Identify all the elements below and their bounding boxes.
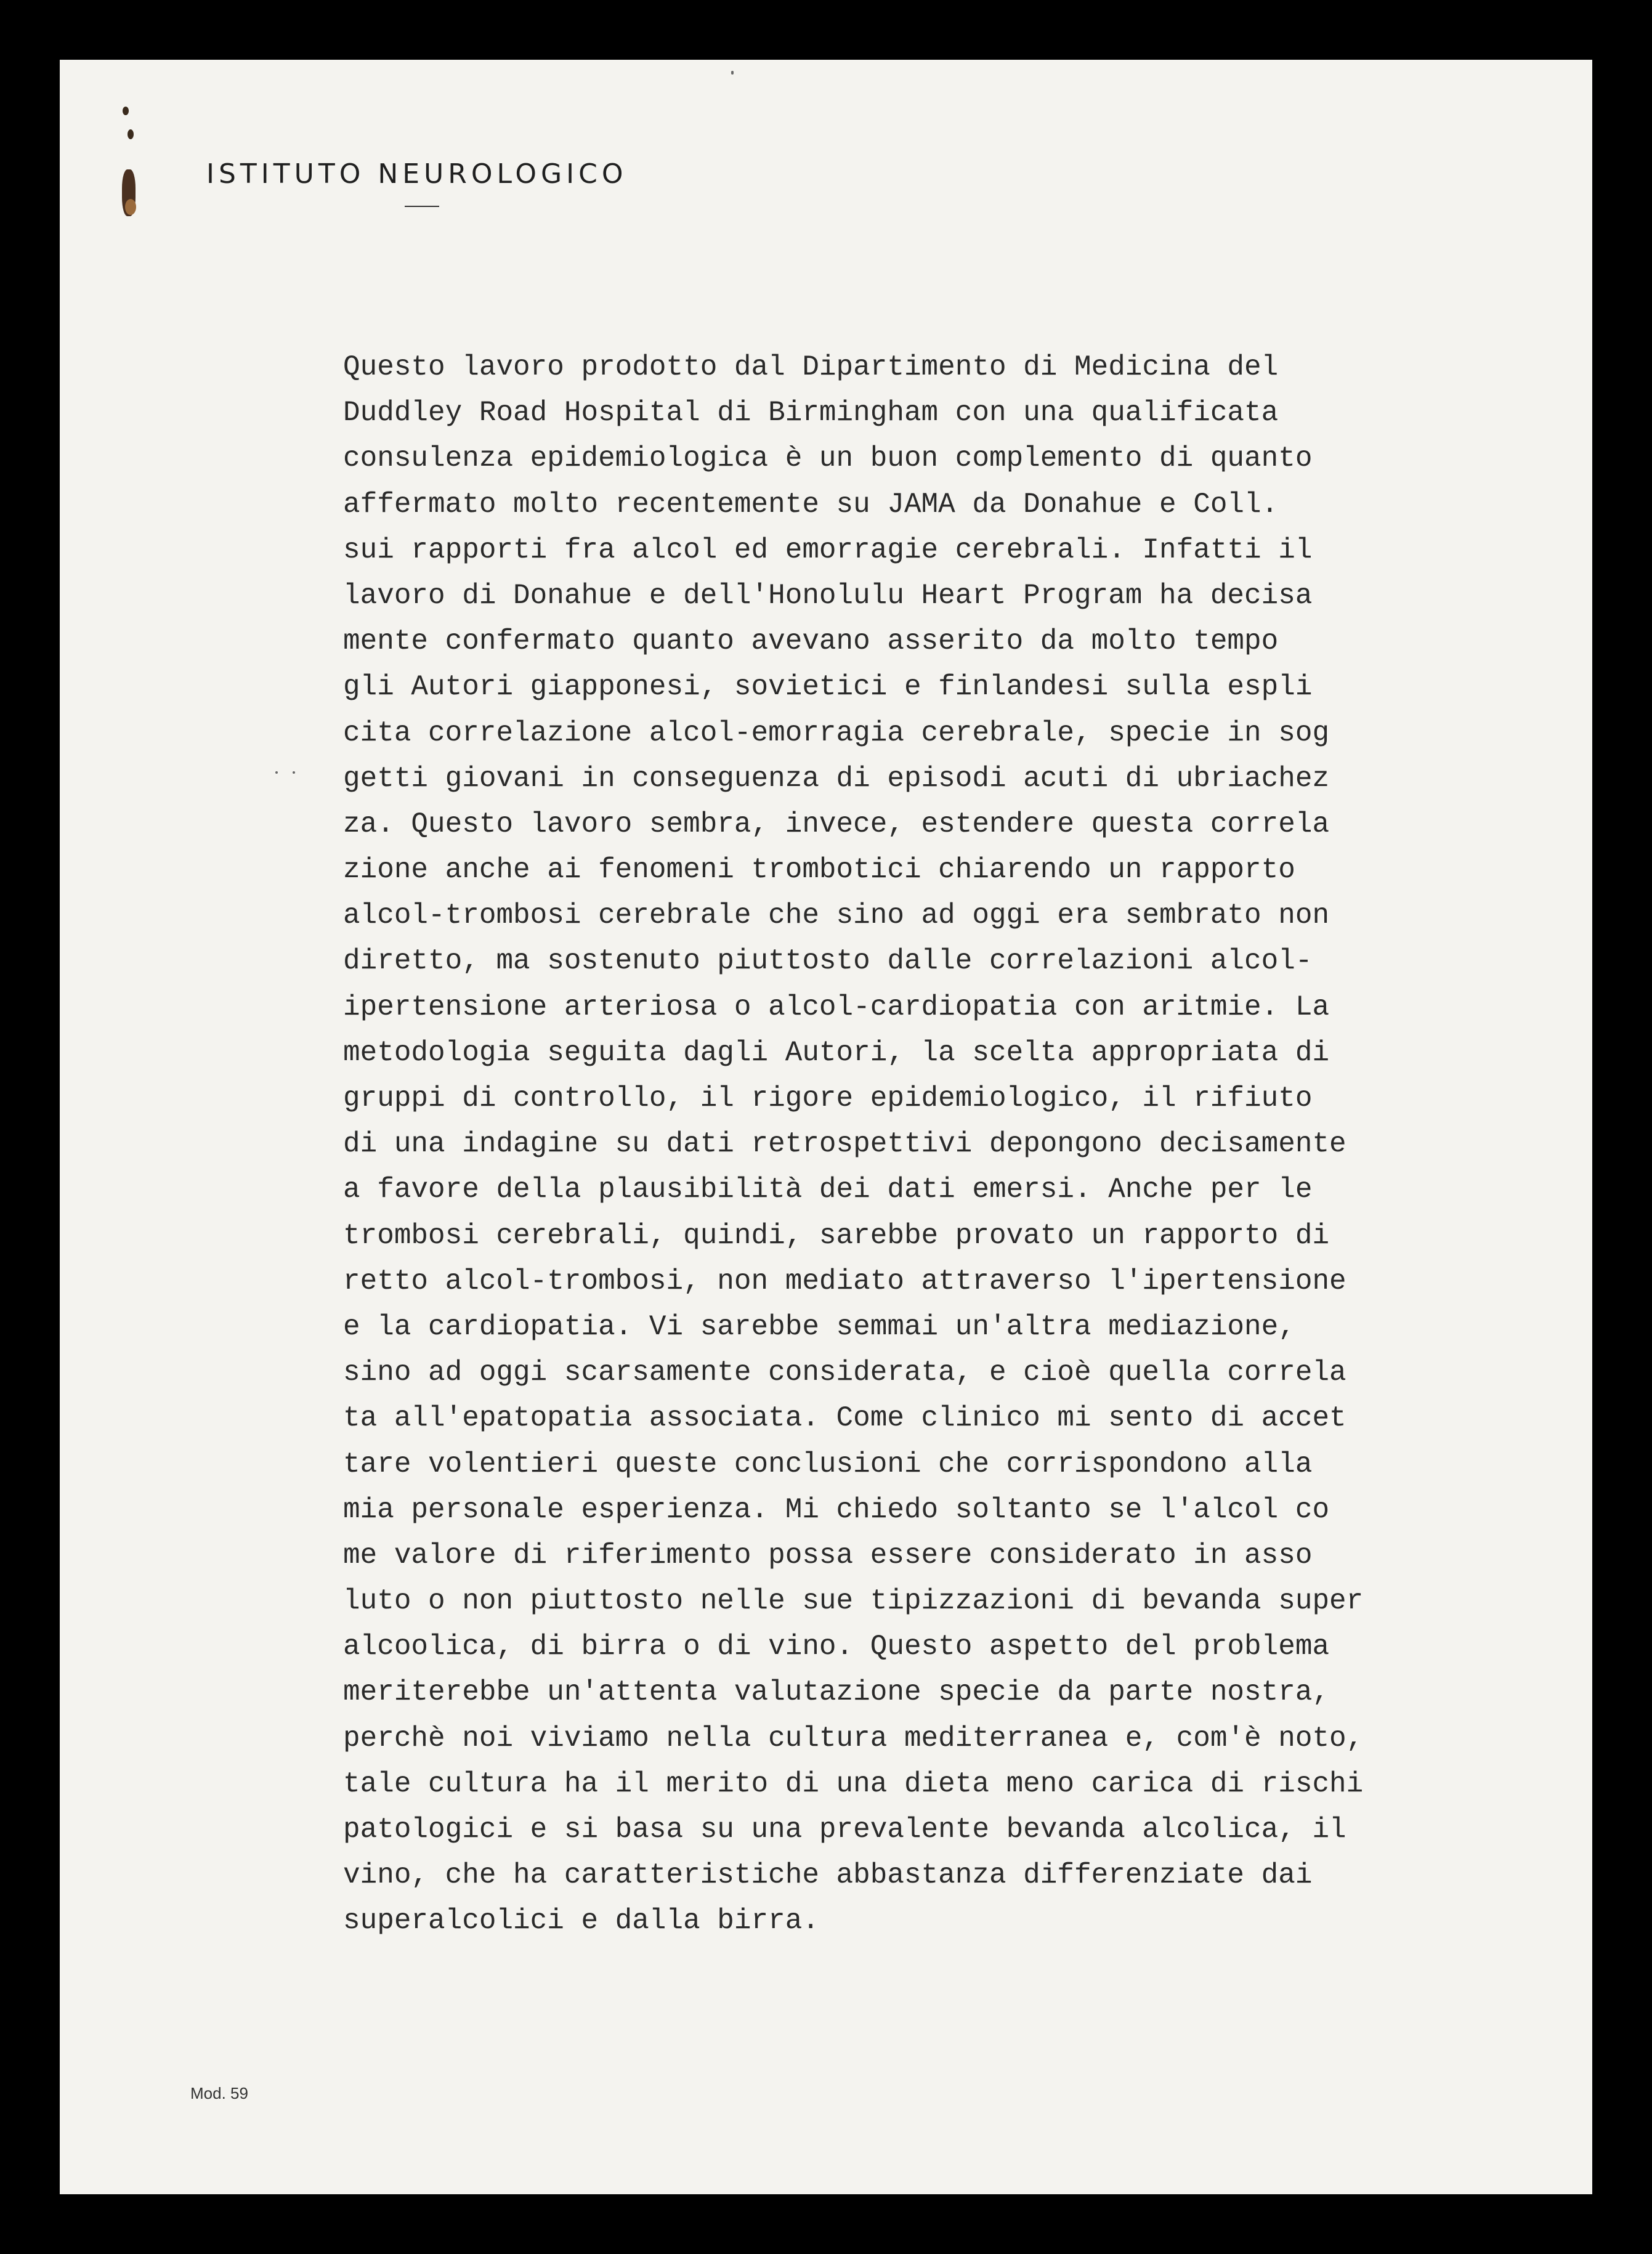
- document-page: [60, 60, 1592, 2194]
- body-line: lavoro di Donahue e dell'Honolulu Heart Program ha decisa: [343, 579, 1313, 612]
- body-line: diretto, ma sostenuto piuttosto dalle correlazioni alcol-: [343, 945, 1313, 978]
- body-line: a favore della plausibilità dei dati emersi. Anche per le: [343, 1174, 1313, 1206]
- body-line: mente confermato quanto avevano asserito da molto tempo: [343, 625, 1279, 658]
- ink-stain: [125, 199, 136, 215]
- paper-speck: [293, 771, 295, 774]
- ink-stain: [128, 129, 134, 139]
- body-line: getti giovani in conseguenza di episodi acuti di ubriachez: [343, 762, 1330, 795]
- form-code: Mod. 59: [190, 2084, 248, 2102]
- body-line: consulenza epidemiologica è un buon complemento di quanto: [343, 442, 1313, 475]
- body-line: perchè noi viviamo nella cultura mediterranea e, com'è noto,: [343, 1722, 1364, 1754]
- body-line: ta all'epatopatia associata. Come clinico mi sento di accet: [343, 1402, 1346, 1435]
- body-line: me valore di riferimento possa essere considerato in asso: [343, 1539, 1313, 1571]
- body-line: sui rapporti fra alcol ed emorragie cerebrali. Infatti il: [343, 533, 1313, 566]
- body-line: di una indagine su dati retrospettivi depongono decisamente: [343, 1128, 1346, 1161]
- body-line: alcoolica, di birra o di vino. Questo aspetto del problema: [343, 1631, 1330, 1663]
- body-line: patologici e si basa su una prevalente bevanda alcolica, il: [343, 1814, 1346, 1846]
- body-line: mia personale esperienza. Mi chiedo soltanto se l'alcol co: [343, 1493, 1330, 1526]
- body-line: vino, che ha caratteristiche abbastanza differenziate dai: [343, 1859, 1313, 1892]
- body-line: Questo lavoro prodotto dal Dipartimento di Medicina del: [343, 351, 1279, 383]
- ink-stain: [123, 107, 129, 115]
- body-line: zione anche ai fenomeni trombotici chiarendo un rapporto: [343, 854, 1295, 886]
- body-line: za. Questo lavoro sembra, invece, estendere questa correla: [343, 808, 1330, 840]
- body-line: alcol-trombosi cerebrale che sino ad oggi era sembrato non: [343, 899, 1330, 932]
- body-line: cita correlazione alcol-emorragia cerebrale, specie in sog: [343, 716, 1330, 749]
- body-line: e la cardiopatia. Vi sarebbe semmai un'altra mediazione,: [343, 1310, 1295, 1343]
- letterhead-institute-name: ISTITUTO NEUROLOGICO: [206, 158, 628, 190]
- body-line: meriterebbe un'attenta valutazione specie da parte nostra,: [343, 1676, 1330, 1709]
- body-line: superalcolici e dalla birra.: [343, 1905, 819, 1937]
- body-line: Duddley Road Hospital di Birmingham con una qualificata: [343, 397, 1279, 429]
- body-line: trombosi cerebrali, quindi, sarebbe provato un rapporto di: [343, 1219, 1330, 1252]
- paper-speck: [731, 72, 734, 75]
- body-line: retto alcol-trombosi, non mediato attraverso l'ipertensione: [343, 1265, 1346, 1297]
- body-line: tare volentieri queste conclusioni che corrispondono alla: [343, 1448, 1313, 1480]
- body-line: metodologia seguita dagli Autori, la scelta appropriata di: [343, 1036, 1330, 1069]
- body-line: sino ad oggi scarsamente considerata, e cioè quella correla: [343, 1356, 1346, 1389]
- body-line: luto o non piuttosto nelle sue tipizzazioni di bevanda super: [343, 1585, 1364, 1618]
- body-line: gli Autori giapponesi, sovietici e finlandesi sulla espli: [343, 671, 1313, 703]
- typed-body-text: [343, 344, 1513, 1944]
- paper-speck: [275, 771, 278, 774]
- body-line: gruppi di controllo, il rigore epidemiologico, il rifiuto: [343, 1082, 1313, 1114]
- body-line: affermato molto recentemente su JAMA da Donahue e Coll.: [343, 488, 1279, 521]
- body-line: tale cultura ha il merito di una dieta meno carica di rischi: [343, 1767, 1364, 1800]
- letterhead-underline: [405, 206, 439, 207]
- body-line: ipertensione arteriosa o alcol-cardiopatia con aritmie. La: [343, 991, 1330, 1023]
